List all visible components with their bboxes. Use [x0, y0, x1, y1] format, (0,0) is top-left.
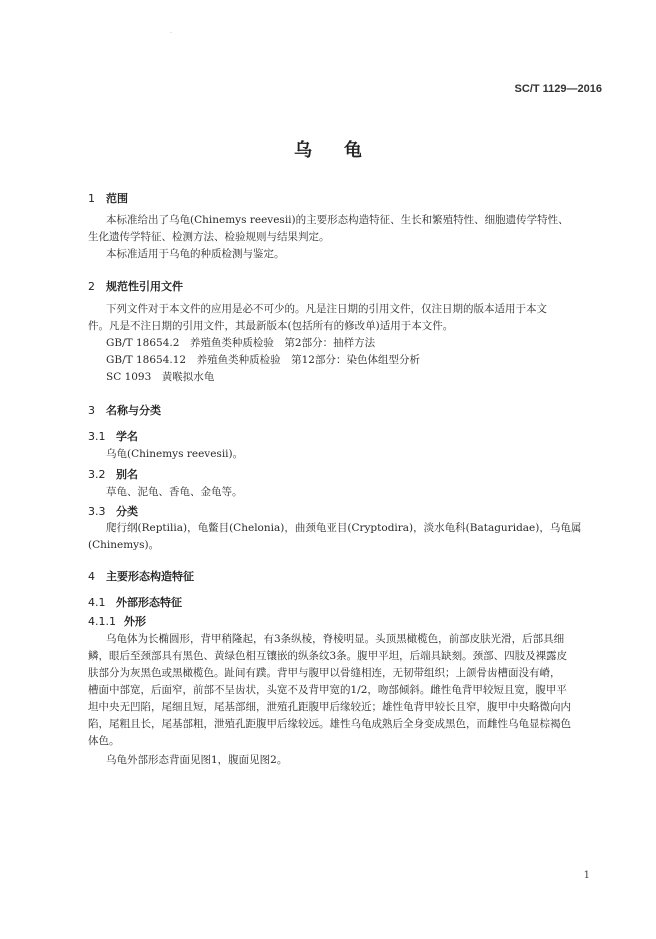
subsection-number: 3.1: [88, 430, 106, 443]
subsection-heading: [88, 466, 138, 482]
reference-item: SC 1093 黄喉拟水龟: [106, 371, 215, 383]
paragraph-line: 本标准适用于乌龟的种质检测与鉴定。: [106, 248, 285, 260]
page-number: 1: [583, 870, 590, 881]
section-4-heading: [88, 568, 194, 584]
subsection-number: 3.3: [88, 505, 106, 518]
subsection-title: 学名: [116, 430, 138, 443]
paragraph-line: 肤部分为灰黑色或黑橄榄色。趾间有蹼。背甲与腹甲以骨缝相连，无韧带组织；上颌骨齿槽面没有嵴，: [88, 667, 561, 679]
scan-mark: ·: [170, 30, 172, 37]
subsubsection-heading: [88, 613, 146, 629]
subsection-number: 3.2: [88, 468, 106, 481]
section-title: 名称与分类: [106, 404, 161, 417]
section-3-heading: [88, 402, 161, 418]
subsection-title: 分类: [116, 505, 138, 518]
section-1-heading: [88, 190, 128, 206]
section-title: 主要形态构造特征: [106, 570, 194, 583]
paragraph-line: 件。凡是不注日期的引用文件，其最新版本(包括所有的修改单)适用于本文件。: [88, 320, 454, 332]
section-number: 3: [88, 404, 95, 417]
paragraph-line: 爬行纲(Reptilia)，龟鳖目(Chelonia)，曲颈龟亚目(Cryptodira)，淡水龟科(Bataguridae)，乌龟属: [106, 522, 582, 534]
paragraph-line: 乌龟(Chinemys reevesii)。: [106, 448, 244, 460]
section-title: 范围: [106, 192, 128, 205]
paragraph-line: 本标准给出了乌龟(Chinemys reevesii)的主要形态构造特征、生长和繁殖特性、细胞遗传学特性、: [106, 214, 569, 226]
section-number: 2: [88, 280, 95, 293]
section-number: 1: [88, 192, 95, 205]
paragraph-line: 鳞，眼后至颈部具有黑色、黄绿色相互镶嵌的纵条纹3条。腹甲平坦，后端具缺刻。颈部、四肢及裸露皮: [88, 650, 568, 662]
subsection-heading: [88, 594, 182, 610]
subsection-title: 别名: [116, 468, 138, 481]
paragraph-line: (Chinemys)。: [88, 539, 160, 551]
paragraph-line: 草龟、泥龟、香龟、金龟等。: [106, 486, 243, 498]
standard-code: SC/T 1129—2016: [514, 83, 602, 95]
paragraph-line: 生化遗传学特征、检测方法、检验规则与结果判定。: [88, 231, 330, 243]
reference-item: GB/T 18654.2 养殖鱼类种质检验 第2部分：抽样方法: [106, 337, 376, 349]
subsection-heading: [88, 503, 138, 519]
subsubsection-number: 4.1.1: [88, 615, 116, 628]
paragraph-line: 乌龟体为长椭圆形，背甲稍隆起，有3条纵棱，脊棱明显。头顶黑橄榄色，前部皮肤光滑，后部具细: [106, 633, 565, 645]
subsubsection-title: 外形: [124, 615, 146, 628]
reference-item: GB/T 18654.12 养殖鱼类种质检验 第12部分：染色体组型分析: [106, 354, 420, 366]
paragraph-line: 坦中央无凹陷，尾细且短，尾基部细，泄殖孔距腹甲后缘较近；雄性龟背甲较长且窄，腹甲中央略微向内: [88, 701, 571, 713]
section-2-heading: [88, 278, 183, 294]
subsection-title: 外部形态特征: [116, 596, 182, 609]
figure-reference: 乌龟外部形态背面见图1，腹面见图2。: [106, 754, 288, 766]
paragraph-line: 下列文件对于本文件的应用是必不可少的。凡是注日期的引用文件，仅注日期的版本适用于本文: [106, 303, 547, 315]
section-title: 规范性引用文件: [106, 280, 183, 293]
page-title: 乌龟: [294, 140, 394, 161]
subsection-number: 4.1: [88, 596, 106, 609]
paragraph-line: 体色。: [88, 735, 120, 747]
paragraph-line: 陷，尾粗且长，尾基部粗，泄殖孔距腹甲后缘较远。雄性乌龟成熟后全身变成黑色，而雌性乌龟显棕褐色: [88, 718, 571, 730]
section-number: 4: [88, 570, 95, 583]
paragraph-line: 槽面中部宽，后面窄，前部不呈齿状，头宽不及背甲宽的1/2，吻部倾斜。雌性龟背甲较短且宽，腹甲平: [88, 684, 567, 696]
subsection-heading: [88, 428, 138, 444]
